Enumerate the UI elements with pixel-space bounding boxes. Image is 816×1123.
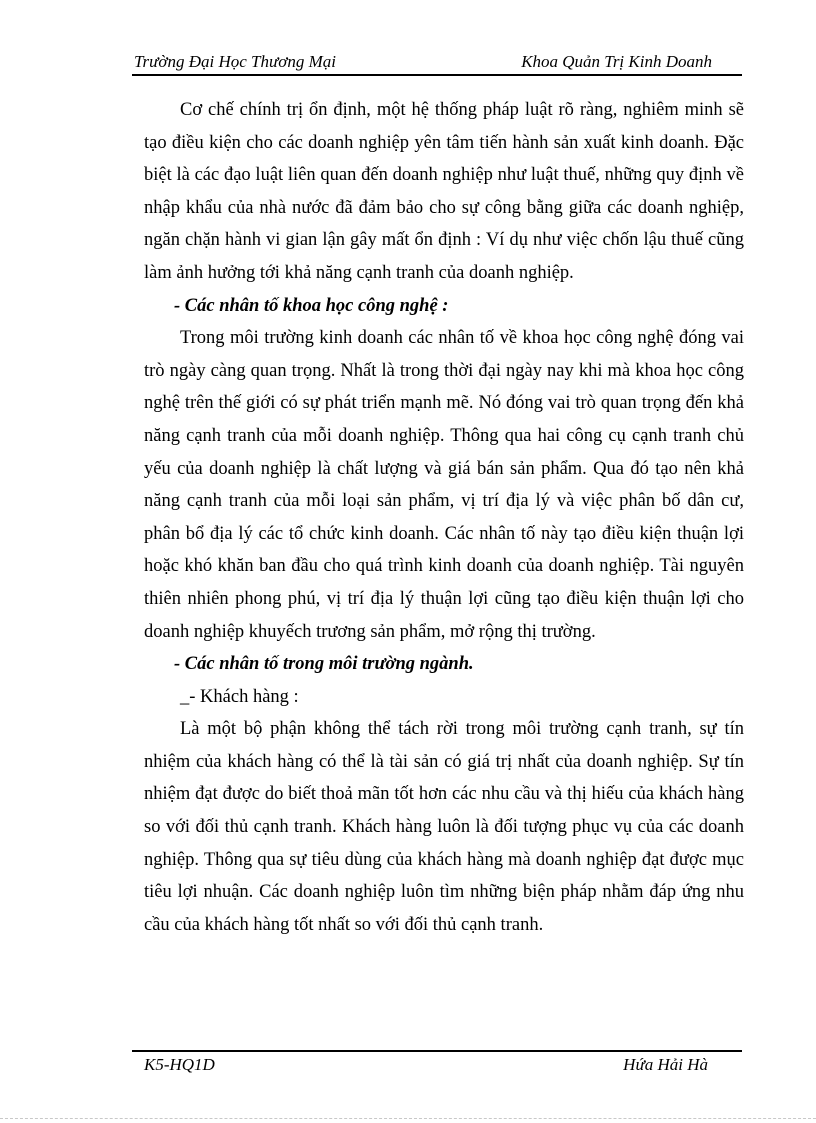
paragraph-technology: Trong môi trường kinh doanh các nhân tố về khoa học công nghệ đóng vai trò ngày càng quan trọng. Nhất là trong thời đại ngày nay khi mà khoa học công nghệ trên thế giới có sự phát triển mạnh mẽ. Nó đóng vai trò quan trọng đến khả năng cạnh tranh của mỗi doanh nghiệp. Thông qua hai công cụ cạnh tranh chủ yếu của doanh nghiệp là chất lượng và giá bán sản phẩm. Qua đó tạo nên khả năng cạnh tranh của mỗi loại sản phẩm, vị trí địa lý và việc phân bố dân cư, phân bổ địa lý các tổ chức kinh doanh. Các nhân tố này tạo điều kiện thuận lợi hoặc khó khăn ban đầu cho quá trình kinh doanh của doanh nghiệp. Tài nguyên thiên nhiên phong phú, vị trí địa lý thuận lợi cũng tạo điều kiện thuận lợi cho doanh nghiệp khuyếch trương sản phẩm, mở rộng thị trường. — [144, 328, 744, 642]
page-footer — [132, 1050, 742, 1080]
page-edge-divider — [0, 1118, 816, 1119]
paragraph-political-legal: Cơ chế chính trị ổn định, một hệ thống pháp luật rõ ràng, nghiêm minh sẽ tạo điều kiện cho các doanh nghiệp yên tâm tiến hành sản xuất kinh doanh. Đặc biệt là các đạo luật liên quan đến doanh nghiệp như luật thuế, những quy định về nhập khẩu của nhà nước đã đảm bảo cho sự công bằng giữa các doanh nghiệp, ngăn chặn hành vi gian lận gây mất ổn định : Ví dụ như việc chốn lậu thuế cũng làm ảnh hưởng tới khả năng cạnh tranh của doanh nghiệp. — [144, 100, 744, 283]
header-faculty: Khoa Quản Trị Kinh Doanh — [521, 52, 712, 71]
subheading-customers: _- Khách hàng : — [180, 686, 299, 707]
heading-technology-factors: - Các nhân tố khoa học công nghệ : — [174, 295, 449, 316]
page-header — [132, 50, 742, 76]
footer-class-code: K5-HQ1D — [144, 1055, 215, 1074]
page-body — [144, 94, 744, 941]
footer-author: Hứa Hải Hà — [623, 1055, 708, 1074]
heading-industry-factors: - Các nhân tố trong môi trường ngành. — [174, 654, 474, 675]
paragraph-customers: Là một bộ phận không thể tách rời trong môi trường cạnh tranh, sự tín nhiệm của khách hàng có thể là tài sản có giá trị nhất của doanh nghiệp. Sự tín nhiệm đạt được do biết thoả mãn tốt hơn các nhu cầu và thị hiếu của khách hàng so với đối thủ cạnh tranh. Khách hàng luôn là đối tượng phục vụ của các doanh nghiệp. Thông qua sự tiêu dùng của khách hàng mà doanh nghiệp đạt được mục tiêu lợi nhuận. Các doanh nghiệp luôn tìm những biện pháp nhằm đáp ứng nhu cầu của khách hàng tốt nhất so với đối thủ cạnh tranh. — [144, 719, 744, 935]
header-university: Trường Đại Học Thương Mại — [134, 52, 336, 71]
